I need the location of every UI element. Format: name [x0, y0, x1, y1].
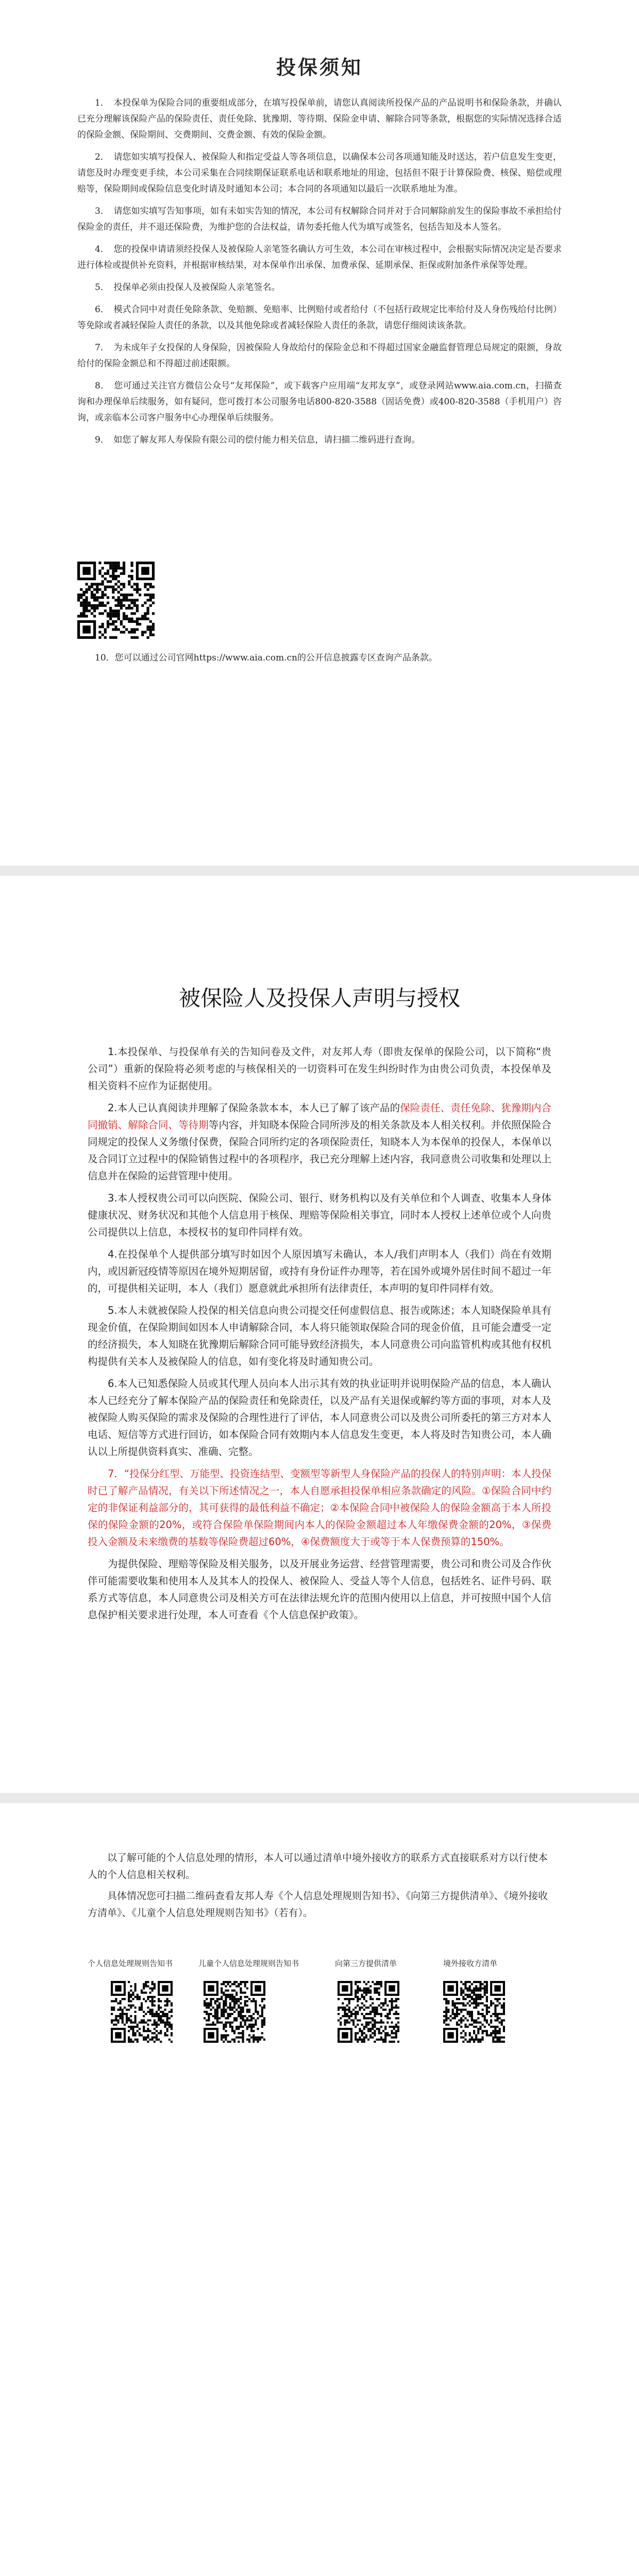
page-declaration: [0, 876, 639, 1793]
instructions-body: [77, 95, 562, 454]
qr-label: 向第三方提供清单: [335, 1959, 397, 1968]
qr-code-icon: [443, 1981, 505, 2043]
paragraph-text: 为提供保险、理赔等保险及相关服务，以及开展业务运营、经营管理需要，贵公司和贵公司及合作伙伴可能需要收集和使用本人及其本人的投保人、被保险人、受益人等个人信息，包括姓名、证件号码、联系方式等信息，本人同意贵公司及相关方可在法律法规允许的范围内使用以上信息，并可按照中国个人信息保护相关要求进行处理，本人可查看《个人信息保护政策》。: [88, 1558, 551, 1621]
paragraph-text: 5.本人未就被保险人投保的相关信息向贵公司提交任何虚假信息、报告或陈述；本人知晓保险单具有现金价值，在保险期间如因本人申请解除合同，本人将只能领取保险合同的现金价值，且可能会遭受一定的经济损失，本人知晓在犹豫期后解除合同可能导致经济损失，本人同意贵公司向监管机构或其他有权机构提供有关本人及被保险人的信息，如有变化将及时通知贵公司。: [88, 1304, 551, 1367]
declaration-paragraph: [88, 1375, 551, 1460]
qr-code-icon: [111, 1981, 173, 2043]
final-paragraph: 10．您可以通过公司官网https://www.aia.com.cn的公开信息披露专区查询产品条款。: [95, 653, 438, 663]
declaration-paragraph: [88, 1099, 551, 1184]
declaration-paragraph: [88, 1190, 551, 1241]
qr-label: 境外接收方清单: [443, 1959, 498, 1968]
paragraph-text: 6.本人已知悉保险人员或其代理人员向本人出示其有效的执业证明并说明保险产品的信息，本人确认本人已经充分了解本保险产品的保险责任和免除责任，以及产品有关退保或解约等方面的事项，对本人及被保险人购买保险的需求及保险的合理性进行了评估，本人同意贵公司以及贵公司所委托的第三方对本人电话、短信等方式进行回访，如本保险合同有效期内本人信息发生变更，本人将及时告知贵公司，本人确认以上所提供资料真实、准确、完整。: [88, 1378, 551, 1458]
qr-code-icon: [338, 1981, 399, 2043]
instruction-paragraph: 5． 投保单必须由投保人及被保险人亲笔签名。: [95, 282, 280, 293]
paragraph-text: 3.本人授权贵公司可以向医院、保险公司、银行、财务机构以及有关单位和个人调查、收集本人身体健康状况、财务状况和其他个人信息用于核保、理赔等保险相关事宜，同时本人授权上述单位或个人向贵公司提供以上信息，本授权书的复印件同样有效。: [88, 1192, 551, 1238]
page-title: 投保须知: [276, 56, 363, 79]
instruction-paragraph: 1． 本投保单为保险合同的重要组成部分，在填写投保单前，请您认真阅读所投保产品的产品说明书和保险条款，并确认已充分理解该保险产品的保险责任、责任免除、犹豫期、等待期、保险金申请、解除合同等条款，根据您的实际情况选择合适的保险金额、保险期间、交费期间、交费金额、有效的保险金额。: [77, 98, 562, 140]
instruction-paragraph: 8． 您可通过关注官方微信公众号“友邦保险”，或下载客户应用端“友邦友享”，或登录网站www.aia.com.cn，扫描查询和办理保单后续服务，如有疑问，您可拨打本公司服务电话800-820-3588（固话免费）或400-820-3588（手机用户）咨询，或亲临本公司客户服务中心办理保单后续服务。: [77, 381, 562, 423]
privacy-paragraph: 以了解可能的个人信息处理的情形，本人可以通过清单中境外接收方的联系方式直接联系对方以行使本人的个人信息相关权利。: [88, 1852, 548, 1880]
declaration-paragraph: [88, 1043, 551, 1094]
page-title: 被保险人及投保人声明与授权: [178, 986, 460, 1011]
highlight-text: 7．“投保分红型、万能型、投资连结型、变额型等新型人身保险产品的投保人的特别声明：本人投保时已了解产品情况，有关以下所述情况之一，本人自愿承担投保单相应条款确定的风险。①保险合同中约定的非保证利益部分的，其可获得的最低利益不确定；②本保险合同中被保险人的保险金额高于本人所投保的保险金额的20%，或符合保险单保险期间内本人的保险金额超过本人年缴保费金额的20%，③保费投入金额及未来缴费的基数等保险费超过60%，④保费额度大于或等于本人保费预算的150%。: [88, 1468, 552, 1548]
declaration-paragraph: [88, 1465, 551, 1550]
instruction-paragraph: 2． 请您如实填写投保人、被保险人和指定受益人等各项信息，以确保本公司各项通知能及时送达，若户信息发生变更，请您及时办理变更手续，本公司采集在合同续期保证联系电话和联系地址的用途，包括但不限于计算保险费、核保、赔偿或理赔等，保险期间或保险信息变化时请及时通知本公司；本合同的各项通知以最后一次联系地址为准。: [77, 152, 562, 194]
privacy-body: [88, 1850, 551, 1926]
paragraph-text: 4.在投保单个人提供部分填写时如因个人原因填写未确认，本人/我们声明本人（我们）尚在有效期内，或因新冠疫情等原因在境外短期居留，或持有身份证件办理等，若在国外或境外居住时间不超过一年的，可提供相关证明，本人（我们）愿意就此承担所有法律责任，本声明的复印件同样有效。: [88, 1248, 551, 1294]
declaration-paragraph: [88, 1555, 551, 1623]
instruction-paragraph: 9． 如您了解友邦人寿保险有限公司的偿付能力相关信息，请扫描二维码进行查询。: [95, 435, 421, 445]
privacy-paragraph: 具体情况您可扫描二维码查看友邦人寿《个人信息处理规则告知书》、《向第三方提供清单》、《境外接收方清单》、《儿童个人信息处理规则告知书》（若有）。: [88, 1890, 548, 1919]
instruction-paragraph: 3． 请您如实填写告知事项，如有未如实告知的情况，本公司有权解除合同并对于合同解除前发生的保险事故不承担给付保险金的责任，并不退还保险费，为维护您的合法权益，请勿委托他人代为填写或签名，包括告知及本人签名。: [77, 206, 562, 232]
instruction-paragraph: 7． 为未成年子女投保的人身保险，因被保险人身故给付的保险金总和不得超过国家金融监督管理总局规定的限额，身故给付的保险金额总和不得超过前述限额。: [77, 343, 562, 369]
qr-label: 儿童个人信息处理规则告知书: [198, 1959, 299, 1968]
highlight-text: 保险责任、责任免除、犹豫期内合同撤销、解除合同、等待期: [88, 1102, 551, 1131]
qr-code-icon: [204, 1981, 265, 2043]
declaration-paragraph: [88, 1302, 551, 1370]
declaration-body: [88, 1043, 551, 1629]
qr-label: 个人信息处理规则告知书: [88, 1959, 173, 1968]
page-privacy: [0, 1803, 639, 2576]
instruction-paragraph: 6． 模式合同中对责任免除条款、免赔额、免赔率、比例赔付或者给付（不包括行政规定比率给付及人身伤残给付比例）等免除或者减轻保险人责任的条款，以及其他免除或者减轻保险人责任的条款，请您仔细阅读该条款。: [77, 304, 562, 331]
declaration-paragraph: [88, 1246, 551, 1297]
paragraph-text: 2.本人已认真阅读并理解了保险条款本本，本人已了解了该产品的: [108, 1102, 400, 1114]
instruction-paragraph: 4． 您的投保申请请须经投保人及被保险人亲笔签名确认方可生效，本公司在审核过程中，会根据实际情况决定是否要求进行体检或提供补充资料，并根据审核结果，对本保单作出承保、加费承保、延期承保、拒保或附加条件承保等处理。: [77, 244, 562, 270]
qr-code-icon: [77, 562, 155, 639]
paragraph-text: 等内容，并知晓本保险合同所涉及的相关条款及本人相关权利。并依照保险合同规定的投保人义务缴付保费，保险合同所约定的各项保险责任，知晓本人为本保单的投保人，本保单以及合同订立过程中的保险销售过程中的各项程序，我已充分理解上述内容，我同意贵公司收集和处理以上信息并在保险的运营管理中使用。: [88, 1119, 551, 1182]
page-instructions: [0, 0, 639, 866]
paragraph-text: 1.本投保单、与投保单有关的告知问卷及文件，对友邦人寿（即贵友保单的保险公司，以下简称“贵公司”）重新的保险将必须考虑的与核保相关的一切资料可在发生纠纷时作为由贵公司负责，本投保单及相关资料不应作为证据使用。: [88, 1046, 551, 1092]
qr-labels: [88, 1958, 551, 1969]
